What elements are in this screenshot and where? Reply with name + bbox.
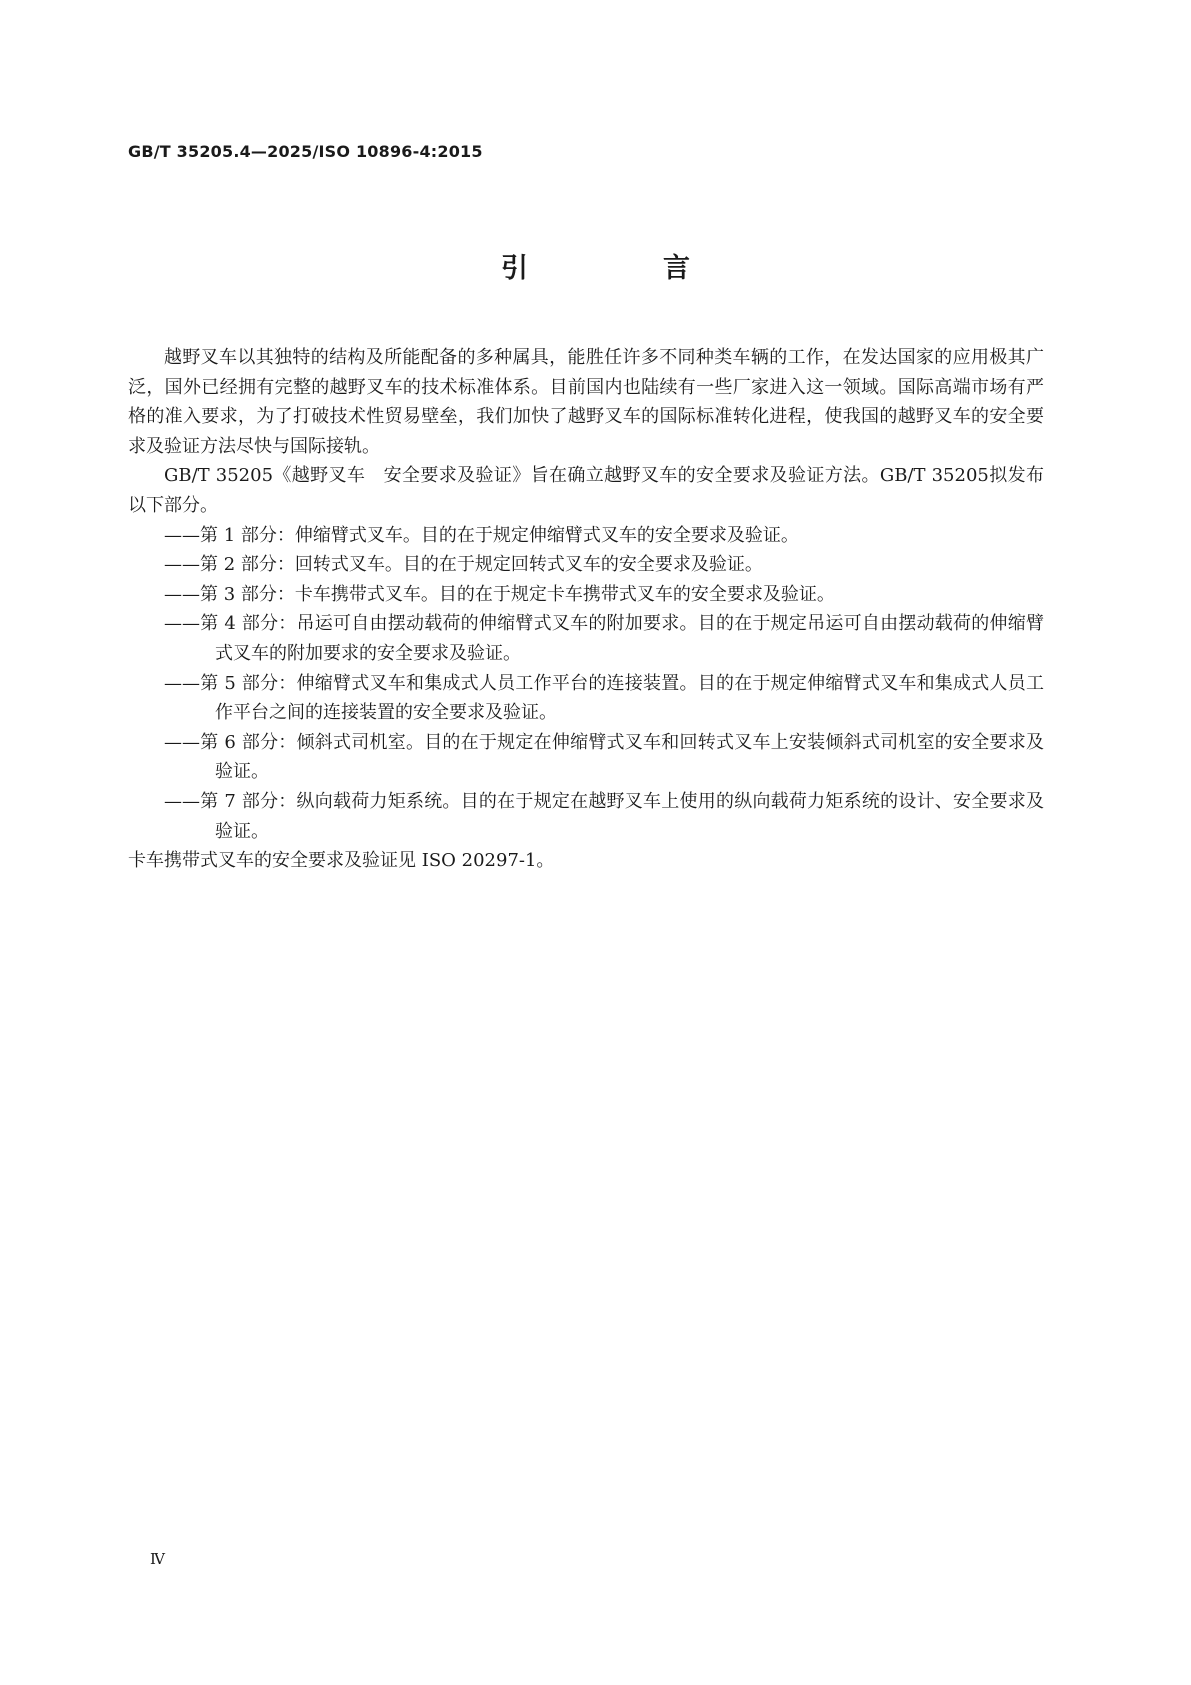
list-item-text: 第 5 部分：伸缩臂式叉车和集成式人员工作平台的连接装置。目的在于规定伸缩臂式叉车和集成式人员工作平台之间的连接装置的安全要求及验证。 bbox=[200, 672, 1044, 724]
parts-list bbox=[128, 521, 1044, 847]
page-number: Ⅳ bbox=[150, 1550, 165, 1568]
list-item-part-4 bbox=[128, 609, 1044, 668]
list-dash: —— bbox=[164, 790, 200, 812]
list-dash: —— bbox=[164, 583, 200, 605]
intro-paragraph: 越野叉车以其独特的结构及所能配备的多种属具，能胜任许多不同种类车辆的工作，在发达国家的应用极其广泛，国外已经拥有完整的越野叉车的技术标准体系。目前国内也陆续有一些厂家进入这一领域。国际高端市场有严格的准入要求，为了打破技术性贸易壁垒，我们加快了越野叉车的国际标准转化进程，使我国的越野叉车的安全要求及验证方法尽快与国际接轨。 bbox=[128, 347, 1044, 457]
list-item-text: 第 6 部分：倾斜式司机室。目的在于规定在伸缩臂式叉车和回转式叉车上安装倾斜式司机室的安全要求及验证。 bbox=[200, 731, 1044, 783]
list-item-part-1 bbox=[128, 521, 1044, 551]
list-item-part-3 bbox=[128, 580, 1044, 610]
document-body bbox=[128, 343, 1044, 876]
page-title: 引 言 bbox=[501, 253, 744, 284]
list-dash: —— bbox=[164, 731, 200, 753]
list-item-text: 第 3 部分：卡车携带式叉车。目的在于规定卡车携带式叉车的安全要求及验证。 bbox=[200, 583, 835, 605]
scope-paragraph: GB/T 35205《越野叉车 安全要求及验证》旨在确立越野叉车的安全要求及验证方法。GB/T 35205拟发布以下部分。 bbox=[128, 465, 1044, 516]
list-item-text: 第 2 部分：回转式叉车。目的在于规定回转式叉车的安全要求及验证。 bbox=[200, 554, 763, 576]
list-item-part-2 bbox=[128, 550, 1044, 580]
list-dash: —— bbox=[164, 524, 200, 546]
list-dash: —— bbox=[164, 613, 200, 635]
list-item-part-6 bbox=[128, 728, 1044, 787]
list-item-text: 第 4 部分：吊运可自由摆动载荷的伸缩臂式叉车的附加要求。目的在于规定吊运可自由摆动载荷的伸缩臂式叉车的附加要求的安全要求及验证。 bbox=[200, 613, 1044, 664]
list-item-text: 第 1 部分：伸缩臂式叉车。目的在于规定伸缩臂式叉车的安全要求及验证。 bbox=[200, 524, 799, 546]
list-item-text: 第 7 部分：纵向载荷力矩系统。目的在于规定在越野叉车上使用的纵向载荷力矩系统的设计、安全要求及验证。 bbox=[200, 790, 1044, 842]
standard-code-header: GB/T 35205.4—2025/ISO 10896-4:2015 bbox=[128, 142, 483, 161]
list-dash: —— bbox=[164, 672, 200, 694]
list-item-part-7 bbox=[128, 787, 1044, 846]
list-dash: —— bbox=[164, 554, 200, 576]
closing-paragraph: 卡车携带式叉车的安全要求及验证见 ISO 20297-1。 bbox=[128, 850, 555, 872]
list-item-part-5 bbox=[128, 669, 1044, 728]
